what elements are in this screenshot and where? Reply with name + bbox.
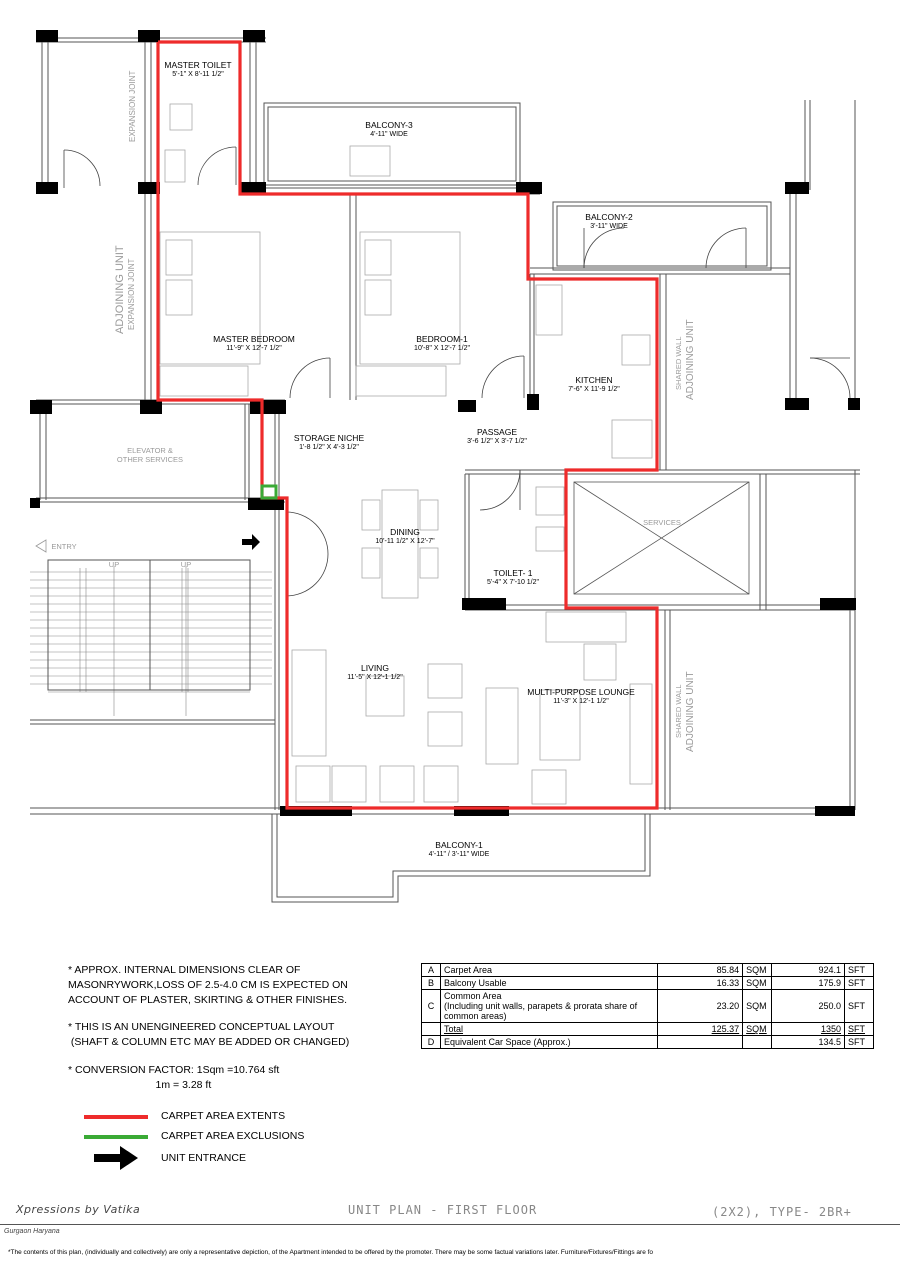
row-label: Equivalent Car Space (Approx.): [441, 1036, 658, 1049]
room-dimension: 4'-11" WIDE: [370, 131, 408, 138]
legend-carpet-exclusions-line: [84, 1135, 148, 1139]
room-label-master-toilet: [164, 60, 231, 79]
room-label-master-bedroom: [213, 334, 295, 353]
elevator-line-2: OTHER SERVICES: [116, 455, 184, 464]
room-label-balcony-3: [365, 120, 412, 139]
entry-marker-icon: [36, 540, 46, 552]
row-sft: 250.0: [772, 990, 845, 1023]
room-dimension: 3'-6 1/2" X 3'-7 1/2": [467, 438, 527, 445]
row-label: Common Area: [444, 991, 502, 1001]
row-sqm: 23.20: [658, 990, 743, 1023]
plan-type: (2X2), TYPE- 2BR+: [712, 1205, 852, 1219]
services-shaft: [574, 482, 749, 594]
legend-carpet-exclusions-label: CARPET AREA EXCLUSIONS: [161, 1130, 305, 1142]
city-label: Gurgaon Haryana: [4, 1228, 60, 1235]
row-label-cell: [441, 990, 658, 1023]
room-name: BALCONY-2: [585, 212, 633, 222]
outer-walls: [30, 38, 860, 902]
room-label-balcony-2: [585, 212, 632, 231]
row-id: A: [422, 964, 441, 977]
expansion-joint-label-left: EXPANSION JOINT: [127, 258, 136, 330]
carpet-area-exclusion-box: [262, 486, 276, 498]
adjoining-unit-label-lower: ADJOINING UNIT: [685, 671, 696, 752]
room-dimension: 4'-11" / 3'-11" WIDE: [428, 851, 490, 858]
row-sqm: 85.84: [658, 964, 743, 977]
title-block-divider: [0, 1224, 900, 1225]
row-sqm: 125.37: [658, 1023, 743, 1036]
room-label-multi-purpose-lounge: [527, 687, 635, 706]
entry-label: ENTRY: [51, 542, 77, 551]
room-name: BEDROOM-1: [416, 334, 468, 344]
plan-title: UNIT PLAN - FIRST FLOOR: [348, 1203, 538, 1217]
row-sqm-unit: [743, 1036, 772, 1049]
room-dimension: 11'-9" X 12'-7 1/2": [226, 345, 282, 352]
expansion-joint-label-top: EXPANSION JOINT: [128, 70, 137, 142]
legend-carpet-extents-label: CARPET AREA EXTENTS: [161, 1110, 286, 1122]
stairs-up-label-left: UP: [108, 560, 120, 569]
area-table: [421, 963, 874, 1049]
table-row: [422, 1036, 874, 1049]
door-swings: [64, 147, 850, 596]
row-sqm: [658, 1036, 743, 1049]
row-id: B: [422, 977, 441, 990]
room-label-dining: [375, 527, 434, 546]
room-name: TOILET- 1: [493, 568, 533, 578]
row-sft: 175.9: [772, 977, 845, 990]
row-sft-unit: SFT: [845, 977, 874, 990]
row-label: Total: [441, 1023, 658, 1036]
note-conversion-factor: * CONVERSION FACTOR: 1Sqm =10.764 sft 1m = 3.28 ft: [68, 1064, 280, 1091]
row-sqm-unit: SQM: [743, 1023, 772, 1036]
room-label-bedroom-1: [414, 334, 470, 353]
row-label: Balcony Usable: [441, 977, 658, 990]
room-dimension: 3'-11" WIDE: [590, 223, 628, 230]
row-label-detail: (Including unit walls, parapets & prorata share of common areas): [444, 1001, 638, 1021]
row-sqm-unit: SQM: [743, 977, 772, 990]
table-row: [422, 964, 874, 977]
table-row: [422, 990, 874, 1023]
room-label-living: [347, 663, 402, 682]
row-label: Carpet Area: [441, 964, 658, 977]
row-sqm: 16.33: [658, 977, 743, 990]
room-dimension: 10'-8" X 12'-7 1/2": [414, 345, 470, 352]
room-name: DINING: [390, 527, 420, 537]
row-sft: 924.1: [772, 964, 845, 977]
row-sqm-unit: SQM: [743, 990, 772, 1023]
services-label: SERVICES: [643, 518, 681, 527]
room-name: MULTI-PURPOSE LOUNGE: [527, 687, 635, 697]
room-name: LIVING: [361, 663, 389, 673]
room-dimension: 5'-4" X 7'-10 1/2": [486, 579, 540, 586]
legend-unit-entrance-label: UNIT ENTRANCE: [161, 1152, 246, 1164]
row-id: C: [422, 990, 441, 1023]
row-id: D: [422, 1036, 441, 1049]
room-name: MASTER TOILET: [164, 60, 232, 70]
stairs-up-label-right: UP: [180, 560, 192, 569]
stairs: [30, 566, 272, 716]
disclaimer-text: *The contents of this plan, (individually and collectively) are only a representative depiction, of the Apartment intended to be offered by the promoter. There may be some factual variations later. Furniture/Fixtures/Fittings are fo: [8, 1249, 654, 1256]
room-name: BALCONY-3: [365, 120, 413, 130]
row-id: [422, 1023, 441, 1036]
row-sft: 1350: [772, 1023, 845, 1036]
row-sft-unit: SFT: [845, 1036, 874, 1049]
row-sft-unit: SFT: [845, 1023, 874, 1036]
adjoining-unit-label-left: ADJOINING UNIT: [114, 245, 126, 334]
row-sqm-unit: SQM: [743, 964, 772, 977]
room-label-passage: [467, 427, 527, 446]
row-sft-unit: SFT: [845, 964, 874, 977]
note-conceptual-layout: * THIS IS AN UNENGINEERED CONCEPTUAL LAYOUT (SHAFT & COLUMN ETC MAY BE ADDED OR CHANGED): [68, 1021, 350, 1048]
table-row: [422, 977, 874, 990]
unit-entrance-arrow-icon: [94, 1146, 138, 1170]
adjoining-unit-label-upper: ADJOINING UNIT: [685, 319, 696, 400]
room-dimension: 11'-3" X 12'-1 1/2": [553, 698, 609, 705]
room-dimension: 7'-6" X 11'-9 1/2": [568, 386, 620, 393]
shared-wall-label-lower: SHARED WALL: [674, 684, 683, 738]
room-dimension: 1'-8 1/2" X 4'-3 1/2": [299, 444, 359, 451]
row-sft: 134.5: [772, 1036, 845, 1049]
room-label-toilet-1: [487, 568, 539, 587]
plan-entrance-arrow: [242, 534, 260, 550]
room-dimension: 5'-1" X 8'-11 1/2": [172, 71, 224, 78]
legend-carpet-extents-line: [84, 1115, 148, 1119]
note-dimensions: * APPROX. INTERNAL DIMENSIONS CLEAR OF MASONRYWORK,LOSS OF 2.5-4.0 CM IS EXPECTED ON ACCOUNT OF PLASTER, SKIRTING & OTHER FINISHES.: [68, 964, 348, 1006]
brand-name: Xpressions by Vatika: [16, 1203, 141, 1216]
room-name: KITCHEN: [575, 375, 613, 385]
room-name: BALCONY-1: [435, 840, 483, 850]
room-name: STORAGE NICHE: [293, 433, 365, 443]
room-name: MASTER BEDROOM: [213, 334, 295, 344]
room-name: PASSAGE: [476, 427, 517, 437]
room-label-kitchen: [568, 375, 620, 394]
elevator-label: [117, 446, 183, 464]
room-label-balcony-1: [429, 840, 490, 859]
room-dimension: 10'-11 1/2" X 12'-7": [375, 538, 435, 545]
shared-wall-label-upper: SHARED WALL: [674, 336, 683, 390]
room-dimension: 11'-5" X 12'-1 1/2": [347, 674, 403, 681]
stairs-walls: [48, 560, 250, 690]
room-label-storage-niche: [294, 433, 364, 452]
table-row-total: [422, 1023, 874, 1036]
elevator-line-1: ELEVATOR &: [127, 446, 173, 455]
row-sft-unit: SFT: [845, 990, 874, 1023]
